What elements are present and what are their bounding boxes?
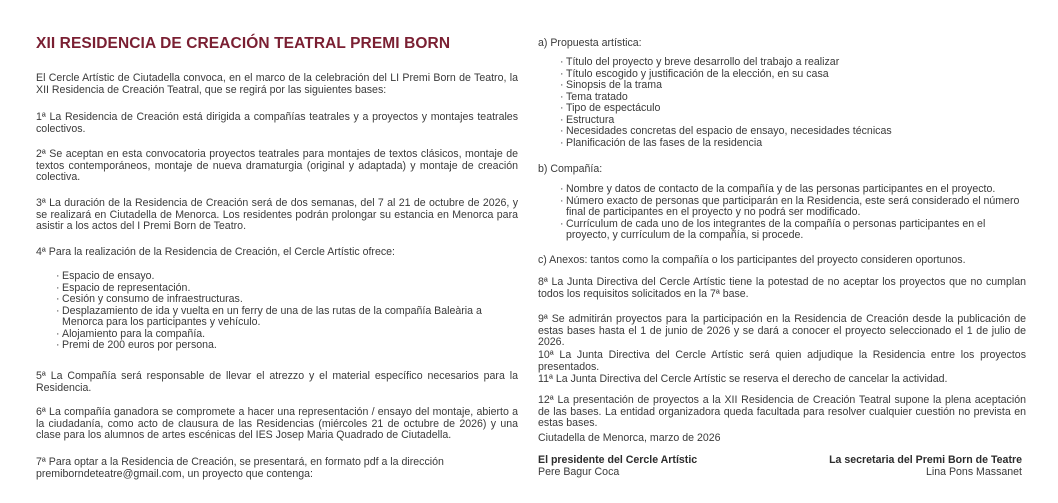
base-10: 10ª La Junta Directiva del Cercle Artístic será quien adjudique la Residencia entre los proyectos presentados. xyxy=(538,349,1026,373)
list-item: · Necesidades concretas del espacio de ensayo, necesidades técnicas xyxy=(560,126,1026,138)
base-7-line-2: premiborndeteatre@gmail.com, un proyecto que contenga: xyxy=(36,467,313,480)
intro-paragraph: El Cercle Artístic de Ciutadella convoca, en el marco de la celebración del LI Premi Born de Teatro, la XII Residencia de Creación Teatral, que se regirá por las siguientes bases: xyxy=(36,72,518,96)
list-item: · Cesión y consumo de infraestructuras. xyxy=(56,294,518,306)
base-3: 3ª La duración de la Residencia de Creación será de dos semanas, del 7 al 21 de octubre de 2026, y se realizará en Ciutadella de Menorca. Los residentes podrán prolongar su estancia en Menorca para asistir a los actos del I Premi Born de Teatro. xyxy=(36,197,518,232)
place-date: Ciutadella de Menorca, marzo de 2026 xyxy=(538,432,721,444)
base-11: 11ª La Junta Directiva del Cercle Artístic se reserva el derecho de cancelar la actividad. xyxy=(538,373,948,385)
base-9: 9ª Se admitirán proyectos para la participación en la Residencia de Creación desde la publicación de estas bases hasta el 1 de junio de 2026 y se dará a conocer el proyecto seleccionado el 1 de julio de 2026. xyxy=(538,313,1026,348)
list-item: · Tema tratado xyxy=(560,92,1026,104)
list-item: · Tipo de espectáculo xyxy=(560,103,1026,115)
list-item: · Título escogido y justificación de la elección, en su casa xyxy=(560,69,1026,81)
list-item: · Alojamiento para la compañía. xyxy=(56,329,518,341)
signature-secretary xyxy=(829,455,1022,478)
base-12: 12ª La presentación de proyectos a la XII Residencia de Creación Teatral supone la plena aceptación de las bases. La entidad organizadora queda facultada para resolver cualquier cuestión no prevista en estas bases. xyxy=(538,394,1026,429)
list-item: · Espacio de ensayo. xyxy=(56,271,518,283)
signature-role: El presidente del Cercle Artístic xyxy=(538,454,698,466)
signature-president xyxy=(538,455,697,478)
section-b-title: b) Compañía: xyxy=(538,163,603,175)
base-2: 2ª Se aceptan en esta convocatoria proyectos teatrales para montajes de textos clásicos, montaje de textos contemporáneos, montaje de nueva dramaturgia (original y adaptada) y montaje de creación colectiva. xyxy=(36,148,518,183)
signature-role: La secretaria del Premi Born de Teatre xyxy=(829,454,1022,466)
section-b-list xyxy=(560,184,1026,242)
base-7-line-1: 7ª Para optar a la Residencia de Creación, se presentará, en formato pdf a la dirección xyxy=(36,456,444,468)
section-a-title: a) Propuesta artística: xyxy=(538,37,642,49)
base-7 xyxy=(36,457,518,480)
list-item: · Número exacto de personas que participarán en la Residencia, este será considerado el número final de participantes en el proyecto y no podrá ser modificado. xyxy=(560,196,1026,219)
base-4: 4ª Para la realización de la Residencia de Creación, el Cercle Artístic ofrece: xyxy=(36,246,395,258)
list-item: · Currículum de cada uno de los integrantes de la compañía o personas participantes en el proyecto, y currículum de la compañía, si procede. xyxy=(560,219,1026,242)
base-6: 6ª La compañía ganadora se compromete a hacer una representación / ensayo del montaje, abierto a la ciudadanía, como acto de clausura de las Residencias (miércoles 21 de octubre de 2026) y una clase para los alumnos de artes escénicas del IES Josep Maria Quadrado de Ciutadella. xyxy=(36,406,518,441)
offers-list xyxy=(56,271,518,352)
base-8: 8ª La Junta Directiva del Cercle Artístic tiene la potestad de no aceptar los proyectos que no cumplan todos los requisitos solicitados en la 7ª base. xyxy=(538,276,1026,300)
list-item: · Sinopsis de la trama xyxy=(560,80,1026,92)
list-item: · Estructura xyxy=(560,115,1026,127)
list-item: · Planificación de las fases de la residencia xyxy=(560,138,1026,150)
list-item: · Nombre y datos de contacto de la compañía y de las personas participantes en el proyecto. xyxy=(560,184,1026,196)
list-item: · Desplazamiento de ida y vuelta en un ferry de una de las rutas de la compañía Baleària a Menorca para los participantes y vehículo. xyxy=(56,306,518,329)
section-c: c) Anexos: tantos como la compañía o los participantes del proyecto consideren oportunos. xyxy=(538,254,966,266)
signature-name: Lina Pons Massanet xyxy=(926,465,1022,478)
list-item: · Título del proyecto y breve desarrollo del trabajo a realizar xyxy=(560,57,1026,69)
base-1: 1ª La Residencia de Creación está dirigida a compañías teatrales y a proyectos y montajes teatrales colectivos. xyxy=(36,111,518,135)
base-5: 5ª La Compañía será responsable de llevar el atrezzo y el material específico necesarios para la Residencia. xyxy=(36,370,518,394)
signature-name: Pere Bagur Coca xyxy=(538,465,620,478)
list-item: · Premi de 200 euros por persona. xyxy=(56,340,518,352)
list-item: · Espacio de representación. xyxy=(56,283,518,295)
section-a-list xyxy=(560,57,1026,149)
page-title: XII RESIDENCIA DE CREACIÓN TEATRAL PREMI BORN xyxy=(36,35,451,52)
